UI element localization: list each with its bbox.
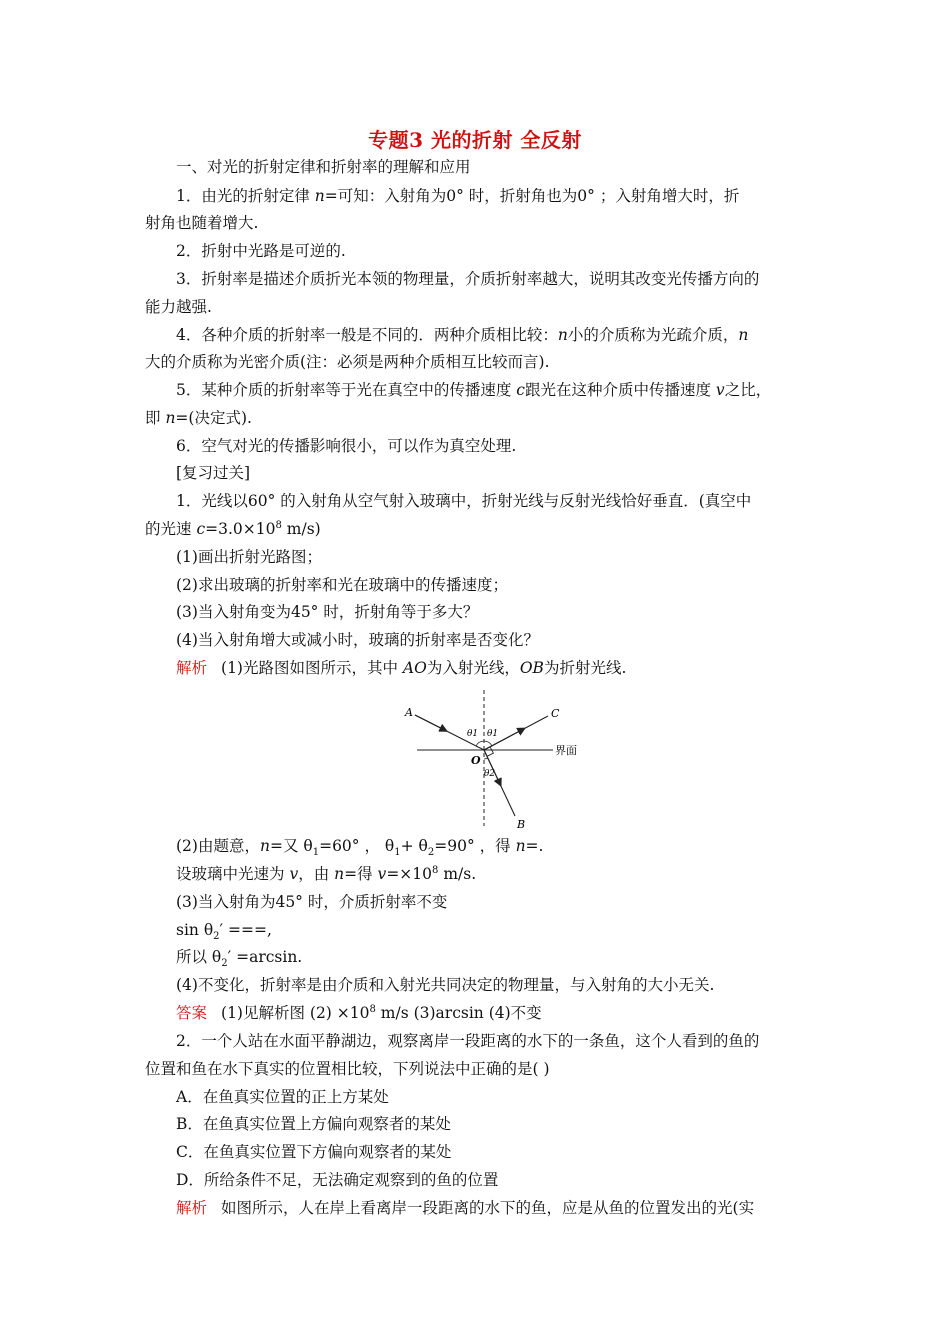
label-a: A (405, 706, 413, 719)
question-2-line-1: 2．一个人站在水面平静湖边，观察离岸一段距离的水下的一条鱼，这个人看到的鱼的 (176, 1032, 760, 1050)
paragraph-5-line-2: 即 n=(决定式). (145, 409, 252, 427)
paragraph-6: 6．空气对光的传播影响很小，可以作为真空处理. (176, 437, 517, 455)
paragraph-5-line-1: 5．某种介质的折射率等于光在真空中的传播速度 c跟光在这种介质中传播速度 v之比， (176, 381, 772, 399)
option-d: D．所给条件不足，无法确定观察到的鱼的位置 (176, 1171, 499, 1189)
section-heading: 一、对光的折射定律和折射率的理解和应用 (176, 158, 471, 176)
paragraph-1-line-2: 射角也随着增大. (145, 214, 259, 232)
paragraph-2: 2．折射中光路是可逆的. (176, 242, 346, 260)
paragraph-4-line-1: 4．各种介质的折射率一般是不同的．两种介质相比较：n小的介质称为光疏介质，n (176, 326, 749, 344)
paragraph-3-line-1: 3．折射率是描述介质折光本领的物理量，介质折射率越大，说明其改变光传播方向的 (176, 270, 760, 288)
option-b: B．在鱼真实位置上方偏向观察者的某处 (176, 1115, 451, 1133)
label-c: C (551, 707, 560, 720)
analysis-1-line-7: (4)不变化，折射率是由介质和入射光共同决定的物理量，与入射角的大小无关. (176, 976, 715, 994)
label-b: B (517, 818, 526, 830)
analysis-1-line-5: $\sin \theta_2'$ ===, (176, 921, 272, 943)
theta1-right-label: θ1 (487, 729, 499, 739)
option-a: A．在鱼真实位置的正上方某处 (176, 1088, 389, 1106)
analysis-1-line-6: 所以 $\theta_2' =\arcsin$. (176, 948, 303, 970)
analysis-1-line-1: 解析 (1)光路图如图所示，其中 AO为入射光线，OB为折射光线. (176, 659, 627, 677)
paragraph-3-line-2: 能力越强. (145, 298, 212, 316)
answer-label: 答案 (176, 1004, 208, 1022)
paragraph-1-line-1: 1．由光的折射定律 n=可知：入射角为0° 时，折射角也为0° ；入射角增大时，折 (176, 187, 740, 205)
analysis-1-line-4: (3)当入射角为45° 时，介质折射率不变 (176, 893, 448, 911)
question-1-line-1: 1．光线以60° 的入射角从空气射入玻璃中，折射光线与反射光线恰好垂直．(真空中 (176, 492, 752, 510)
review-heading: [复习过关] (176, 464, 251, 482)
question-2-line-2: 位置和鱼在水下真实的位置相比较，下列说法中正确的是( ) (145, 1060, 550, 1078)
question-1-sub-1: (1)画出折射光路图； (176, 548, 322, 566)
analysis-1-line-2: (2)由题意，n=又 $\theta_1=60^\circ$ ， $\theta_1+ \theta_2=90^\circ$ ，得 n=. (176, 837, 544, 859)
theta2-label: θ2 (484, 769, 496, 779)
interface-label: 界面 (555, 744, 577, 757)
analysis-1-line-3: 设玻璃中光速为 v，由 n=得 $v=\times 10^8$ m/s. (176, 864, 477, 883)
document-title: 专题3 光的折射 全反射 (368, 128, 582, 152)
question-1-sub-4: (4)当入射角增大或减小时，玻璃的折射率是否变化？ (176, 631, 539, 649)
analysis-label: 解析 (176, 659, 208, 677)
paragraph-4-line-2: 大的介质称为光密介质(注：必须是两种介质相互比较而言). (145, 353, 550, 371)
question-1-sub-2: (2)求出玻璃的折射率和光在玻璃中的传播速度； (176, 576, 508, 594)
refraction-diagram (395, 688, 595, 830)
question-1-line-2: 的光速 $c=3.0\times 10^8$ m/s) (145, 519, 321, 538)
label-o: O (471, 754, 481, 767)
option-c: C．在鱼真实位置下方偏向观察者的某处 (176, 1143, 452, 1161)
theta1-left-label: θ1 (467, 729, 479, 739)
answer-1: 答案 (1)见解析图 $(2) \times 10^8$ m/s (3)arcsin (4)不变 (176, 1003, 542, 1022)
question-1-sub-3: (3)当入射角变为45° 时，折射角等于多大？ (176, 603, 479, 621)
analysis-label-2: 解析 (176, 1199, 208, 1217)
analysis-2-line-1: 解析 如图所示，人在岸上看离岸一段距离的水下的鱼，应是从鱼的位置发出的光(实 (176, 1199, 755, 1217)
